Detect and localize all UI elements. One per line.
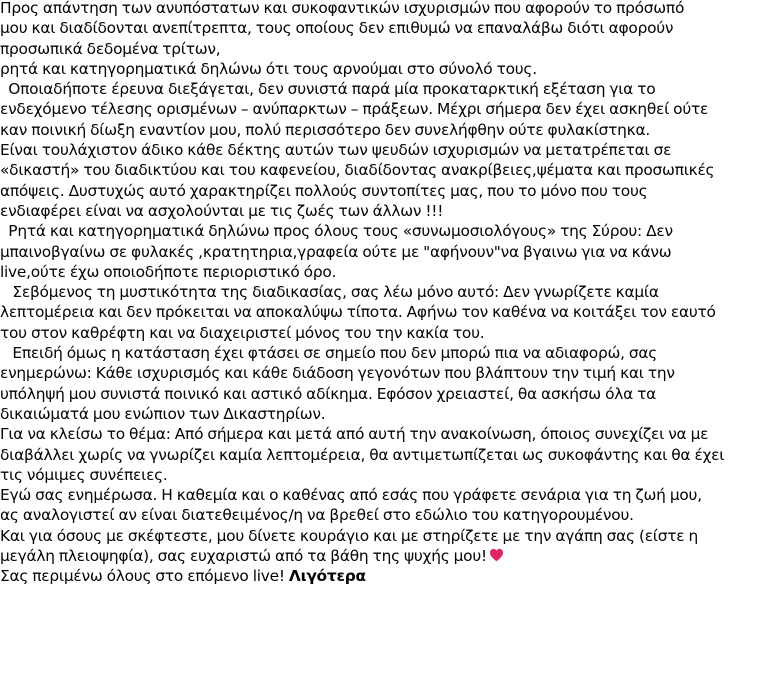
post-line: Επειδή όμως η κατάσταση έχει φτάσει σε σημείο που δεν μπορώ πια να αδιαφορώ, σας xyxy=(0,344,658,363)
post-line: live,ούτε έχω οποιοδήποτε περιοριστικό όρο. xyxy=(0,262,337,281)
see-less-link[interactable]: Λιγότερα xyxy=(288,567,366,586)
post-line: προσωπικά δεδομένα τρίτων, xyxy=(0,39,221,58)
post-line: διαβάλλει χωρίς να γνωρίζει καμία λεπτομέρεια, θα αντιμετωπίζεται ως συκοφάντης και θα έχει xyxy=(0,445,725,464)
post-line: Ρητά και κατηγορηματικά δηλώνω προς όλους τους «συνωμοσιολόγους» της Σύρου: Δεν xyxy=(0,222,673,241)
post-line: Προς απάντηση των ανυπόστατων και συκοφαντικών ισχυρισμών που αφορούν το πρόσωπό xyxy=(0,0,685,17)
post-line: ενδεχόμενο τέλεσης ορισμένων – ανύπαρκτων – πράξεων. Μέχρι σήμερα δεν έχει ασκηθεί ούτε xyxy=(0,100,709,119)
post-line: Και για όσους με σκέφτεστε, μου δίνετε κουράγιο και με στηρίζετε με την αγάπη σας (είστε η xyxy=(0,526,698,545)
red-heart-icon xyxy=(489,546,504,560)
post-line: Για να κλείσω το θέμα: Από σήμερα και μετά από αυτή την ανακοίνωση, όποιος συνεχίζει να με xyxy=(0,425,709,444)
post-line: Σας περιμένω όλους στο επόμενο live! xyxy=(0,567,289,586)
post-line: Σεβόμενος τη μυστικότητα της διαδικασίας, σας λέω μόνο αυτό: Δεν γνωρίζετε καμία xyxy=(0,283,659,302)
post-line: μου και διαδίδονται ανεπίτρεπτα, τους οποίους δεν επιθυμώ να επαναλάβω διότι αφορούν xyxy=(0,19,674,38)
post-line: ρητά και κατηγορηματικά δηλώνω ότι τους αρνούμαι στο σύνολό τους. xyxy=(0,59,537,78)
post-line: «δικαστή» του διαδικτύου και του καφενείου, διαδίδοντας ανακρίβειες,ψέματα και προσωπικές xyxy=(0,161,715,180)
post-line: ενδιαφέρει είναι να ασχολούνται με τις ζωές των άλλων !!! xyxy=(0,201,444,220)
post-line: μεγάλη πλειοψηφία), σας ευχαριστώ από τα βάθη της ψυχής μου! xyxy=(0,547,487,566)
post-line: τις νόμιμες συνέπειες. xyxy=(0,465,168,484)
post-line: ας αναλογιστεί αν είναι διατεθειμένος/η να βρεθεί στο εδώλιο του κατηγορουμένου. xyxy=(0,506,634,525)
post-last-line xyxy=(0,565,782,588)
post-line: ενημερώνω: Κάθε ισχυρισμός και κάθε διάδοση γεγονότων που βλάπτουν την τιμή και την xyxy=(0,364,675,383)
post-line: λεπτομέρεια και δεν πρόκειται να αποκαλύψω τίποτα. Αφήνω τον καθένα να κοιτάξει τον εαυτό xyxy=(0,303,716,322)
post-line: δικαιώματά μου ενώπιον των Δικαστηρίων. xyxy=(0,404,326,423)
post-line: απόψεις. Δυστυχώς αυτό χαρακτηρίζει πολλούς συντοπίτες μας, που το μόνο που τους xyxy=(0,181,648,200)
post-line: του στον καθρέφτη και να διαχειριστεί μόνος του την κακία του. xyxy=(0,323,485,342)
post-line: Είναι τουλάχιστον άδικο κάθε δέκτης αυτών των ψευδών ισχυρισμών να μετατρέπεται σε xyxy=(0,141,672,160)
post-line: Εγώ σας ενημέρωσα. Η καθεμία και ο καθένας από εσάς που γράφετε σενάρια για τη ζωή μου, xyxy=(0,486,702,505)
post-line: μπαινοβγαίνω σε φυλακές ,κρατητηρια,γραφεία ούτε με "αφήνουν"να βγαινω για να κάνω xyxy=(0,242,672,261)
post-line: Οποιαδήποτε έρευνα διεξάγεται, δεν συνιστά παρά μία προκαταρκτική εξέταση για το xyxy=(0,80,656,99)
post-line: καν ποινική δίωξη εναντίον μου, πολύ περισσότερο δεν συνελήφθην ούτε φυλακίστηκα. xyxy=(0,120,651,139)
post-line: υπόληψή μου συνιστά ποινικό και αστικό αδίκημα. Εφόσον χρειαστεί, θα ασκήσω όλα τα xyxy=(0,384,657,403)
